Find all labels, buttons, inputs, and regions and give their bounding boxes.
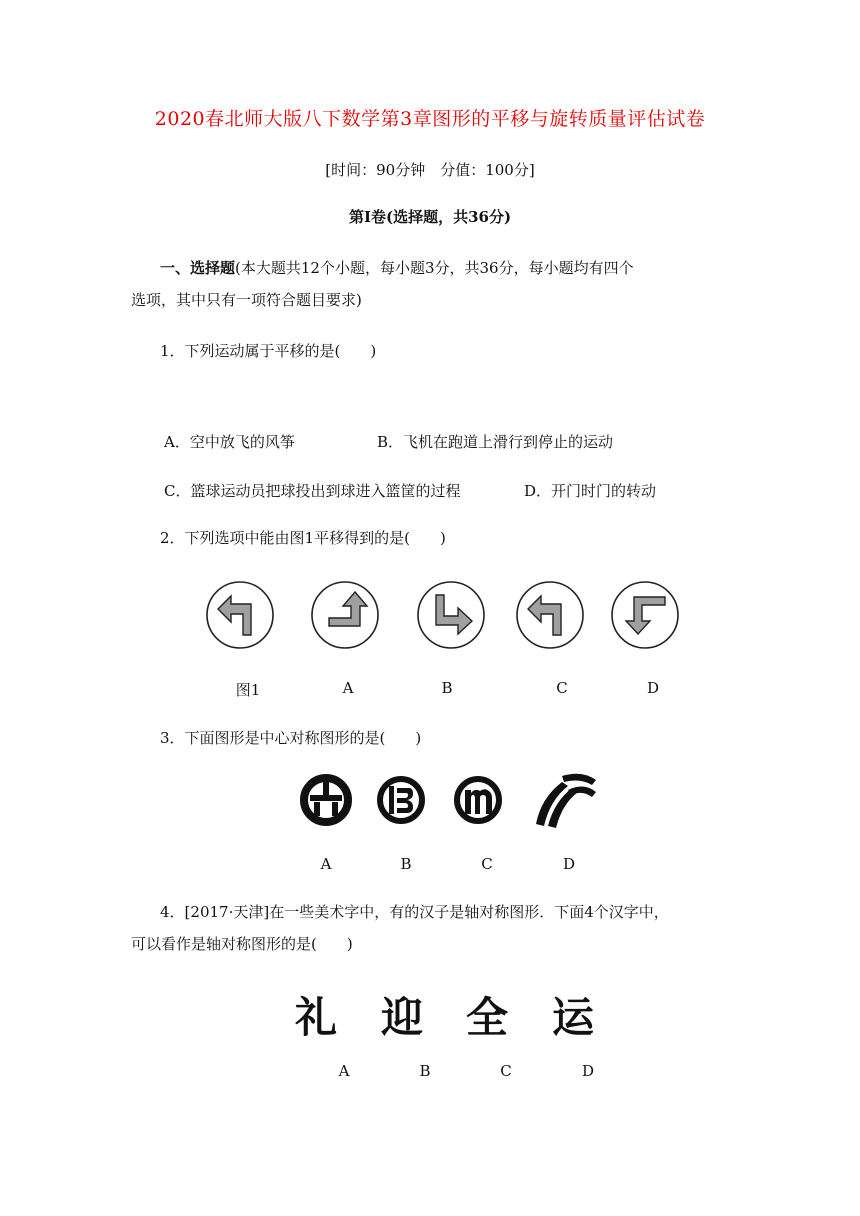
logo-c-icon — [457, 779, 499, 821]
question-4-stem-line2: 可以看作是轴对称图形的是( ) — [131, 935, 353, 953]
question-3-caption-d: D — [562, 855, 576, 873]
question-4-char-a: 礼 — [294, 993, 337, 1042]
document-title: 2020春北师大版八下数学第3章图形的平移与旋转质量评估试卷 — [154, 108, 706, 130]
question-2-caption-a: A — [342, 679, 354, 697]
question-3-caption-b: B — [400, 855, 412, 873]
option-a-arrow-icon — [312, 582, 378, 648]
question-4-caption-c: C — [500, 1062, 512, 1080]
instructions-line2: 选项，其中只有一项符合题目要求) — [131, 291, 362, 309]
question-2-stem: 2．下列选项中能由图1平移得到的是( ) — [160, 529, 446, 547]
question-3-logos — [290, 770, 610, 830]
question-1-stem: 1．下列运动属于平移的是( ) — [160, 342, 377, 360]
instructions-heading: 一、选择题 — [160, 259, 236, 277]
question-4-char-c: 全 — [465, 993, 508, 1042]
option-c-arrow-icon — [517, 582, 583, 648]
question-4-stem-line1: 4．[2017·天津]在一些美术字中，有的汉子是轴对称图形．下面4个汉字中， — [160, 903, 669, 921]
question-2-caption-figure1: 图1 — [235, 681, 261, 699]
question-4-caption-a: A — [338, 1062, 350, 1080]
option-b-arrow-icon — [418, 582, 484, 648]
question-1-option-d: D．开门时门的转动 — [524, 482, 657, 500]
section-title: 第Ⅰ卷(选择题，共36分) — [348, 208, 512, 226]
question-4-caption-d: D — [581, 1062, 595, 1080]
instructions-text: (本大题共12个小题，每小题3分，共36分，每小题均有四个 — [235, 259, 634, 277]
question-4-char-d: 运 — [551, 993, 594, 1042]
question-1-option-a: A．空中放飞的风筝 — [164, 433, 295, 451]
question-2-caption-d: D — [646, 679, 660, 697]
question-4-char-b: 迎 — [380, 993, 423, 1042]
question-2-caption-c: C — [556, 679, 568, 697]
figure-1-arrow-icon — [207, 582, 273, 648]
question-2-caption-b: B — [441, 679, 453, 697]
question-3-caption-a: A — [320, 855, 332, 873]
instructions-line1 — [160, 251, 634, 285]
question-3-stem: 3．下面图形是中心对称图形的是( ) — [160, 729, 422, 747]
logo-b-icon — [380, 779, 422, 821]
question-3-caption-c: C — [481, 855, 493, 873]
option-d-arrow-icon — [612, 582, 678, 648]
logo-d-icon — [536, 774, 596, 828]
question-1-option-b: B．飞机在跑道上滑行到停止的运动 — [377, 433, 614, 451]
question-2-figures — [200, 578, 690, 652]
question-1-option-c: C．篮球运动员把球投出到球进入篮筐的过程 — [164, 482, 461, 500]
question-4-caption-b: B — [419, 1062, 431, 1080]
exam-info: [时间：90分钟 分值：100分] — [325, 161, 535, 179]
logo-a-icon — [304, 778, 348, 822]
